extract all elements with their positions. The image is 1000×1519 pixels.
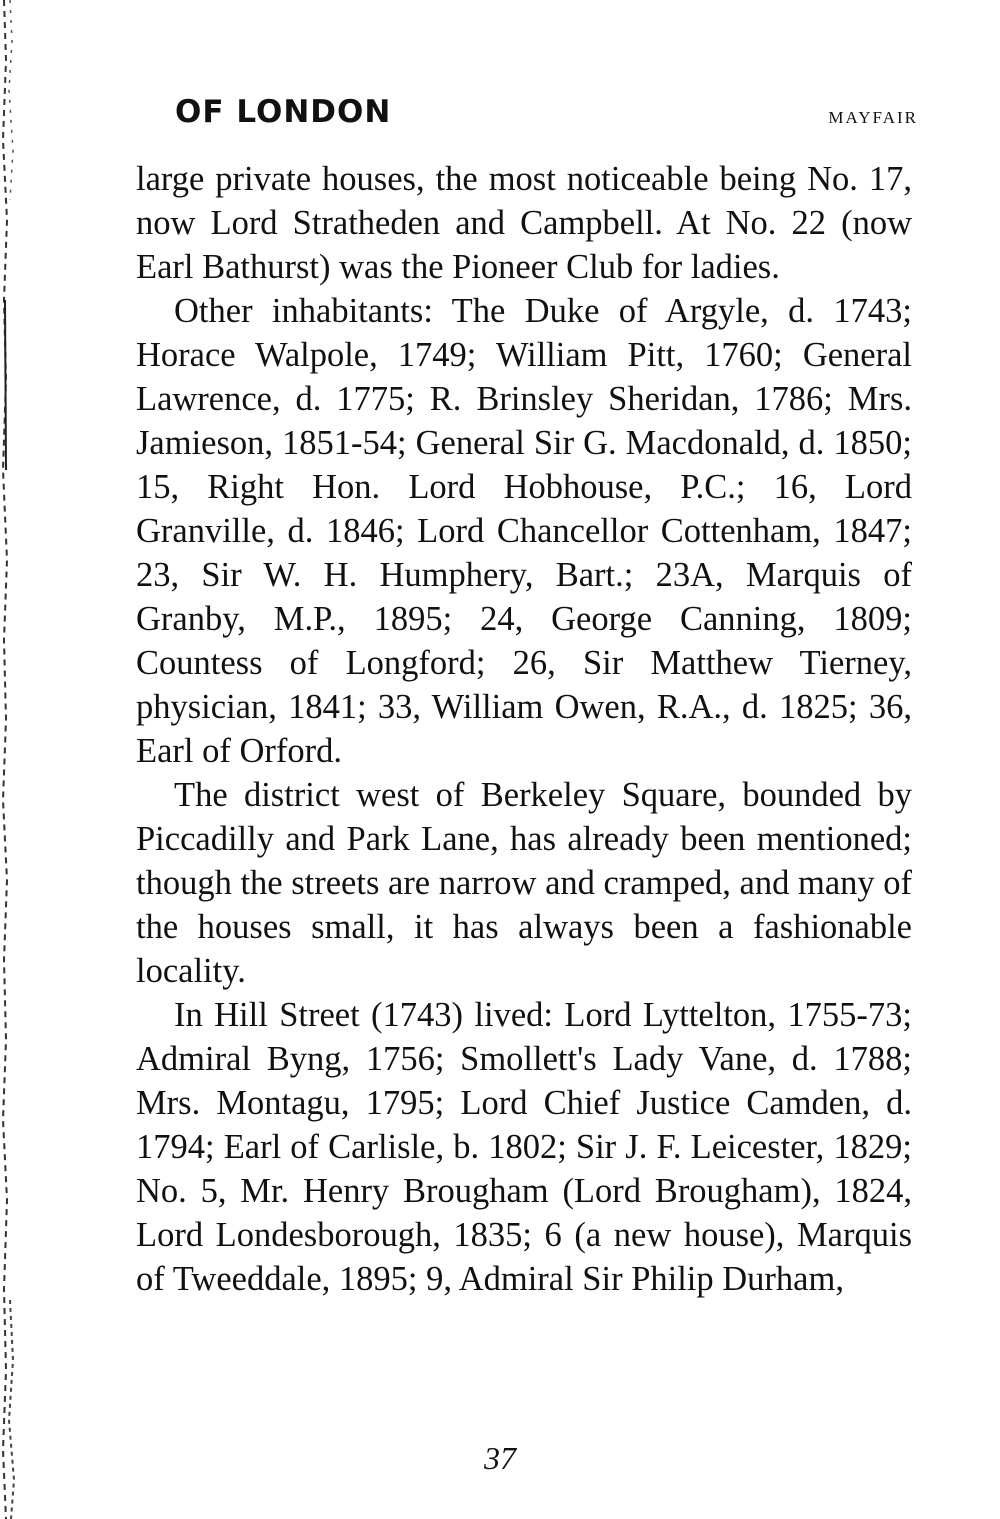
page-number: 37 <box>484 1440 516 1476</box>
paragraph: In Hill Street (1743) lived: Lord Lyttelton, 1755-73; Admiral Byng, 1756; Smollett's Lady Vane, d. 1788; Mrs. Montagu, 1795; Lord Chief Justice Camden, d. 1794; Earl of Carlisle, b. 1802; Sir J. F. Leicester, 1829; No. 5, Mr. Henry Brougham (Lord Brougham), 1824, Lord Londesborough, 1835; 6 (a new house), Marquis of Tweeddale, 1895; 9, Admiral Sir Philip Durham, <box>136 996 912 1298</box>
paragraph: The district west of Berkeley Square, bounded by Piccadilly and Park Lane, has already been mentioned; though the streets are narrow and cramped, and many of the houses small, it has always been a fashionable locality. <box>136 776 912 990</box>
paragraph: Other inhabitants: The Duke of Argyle, d. 1743; Horace Walpole, 1749; William Pitt, 1760; General Lawrence, d. 1775; R. Brinsley Sheridan, 1786; Mrs. Jamieson, 1851-54; General Sir G. Macdonald, d. 1850; 15, Right Hon. Lord Hobhouse, P.C.; 16, Lord Granville, d. 1846; Lord Chancellor Cottenham, 1847; 23, Sir W. H. Humphery, Bart.; 23A, Marquis of Granby, M.P., 1895; 24, George Canning, 1809; Countess of Longford; 26, Sir Matthew Tierney, physician, 1841; 33, William Owen, R.A., d. 1825; 36, Earl of Orford. <box>136 292 912 770</box>
running-head: OF LONDON <box>175 94 392 130</box>
page-header <box>175 94 920 144</box>
page-binding-edge <box>0 0 30 1519</box>
section-heading: MAYFAIR <box>828 108 918 127</box>
body-text <box>136 157 912 1301</box>
paragraph: large private houses, the most noticeable being No. 17, now Lord Stratheden and Campbell. At No. 22 (now Earl Bathurst) was the Pioneer Club for ladies. <box>136 160 912 286</box>
